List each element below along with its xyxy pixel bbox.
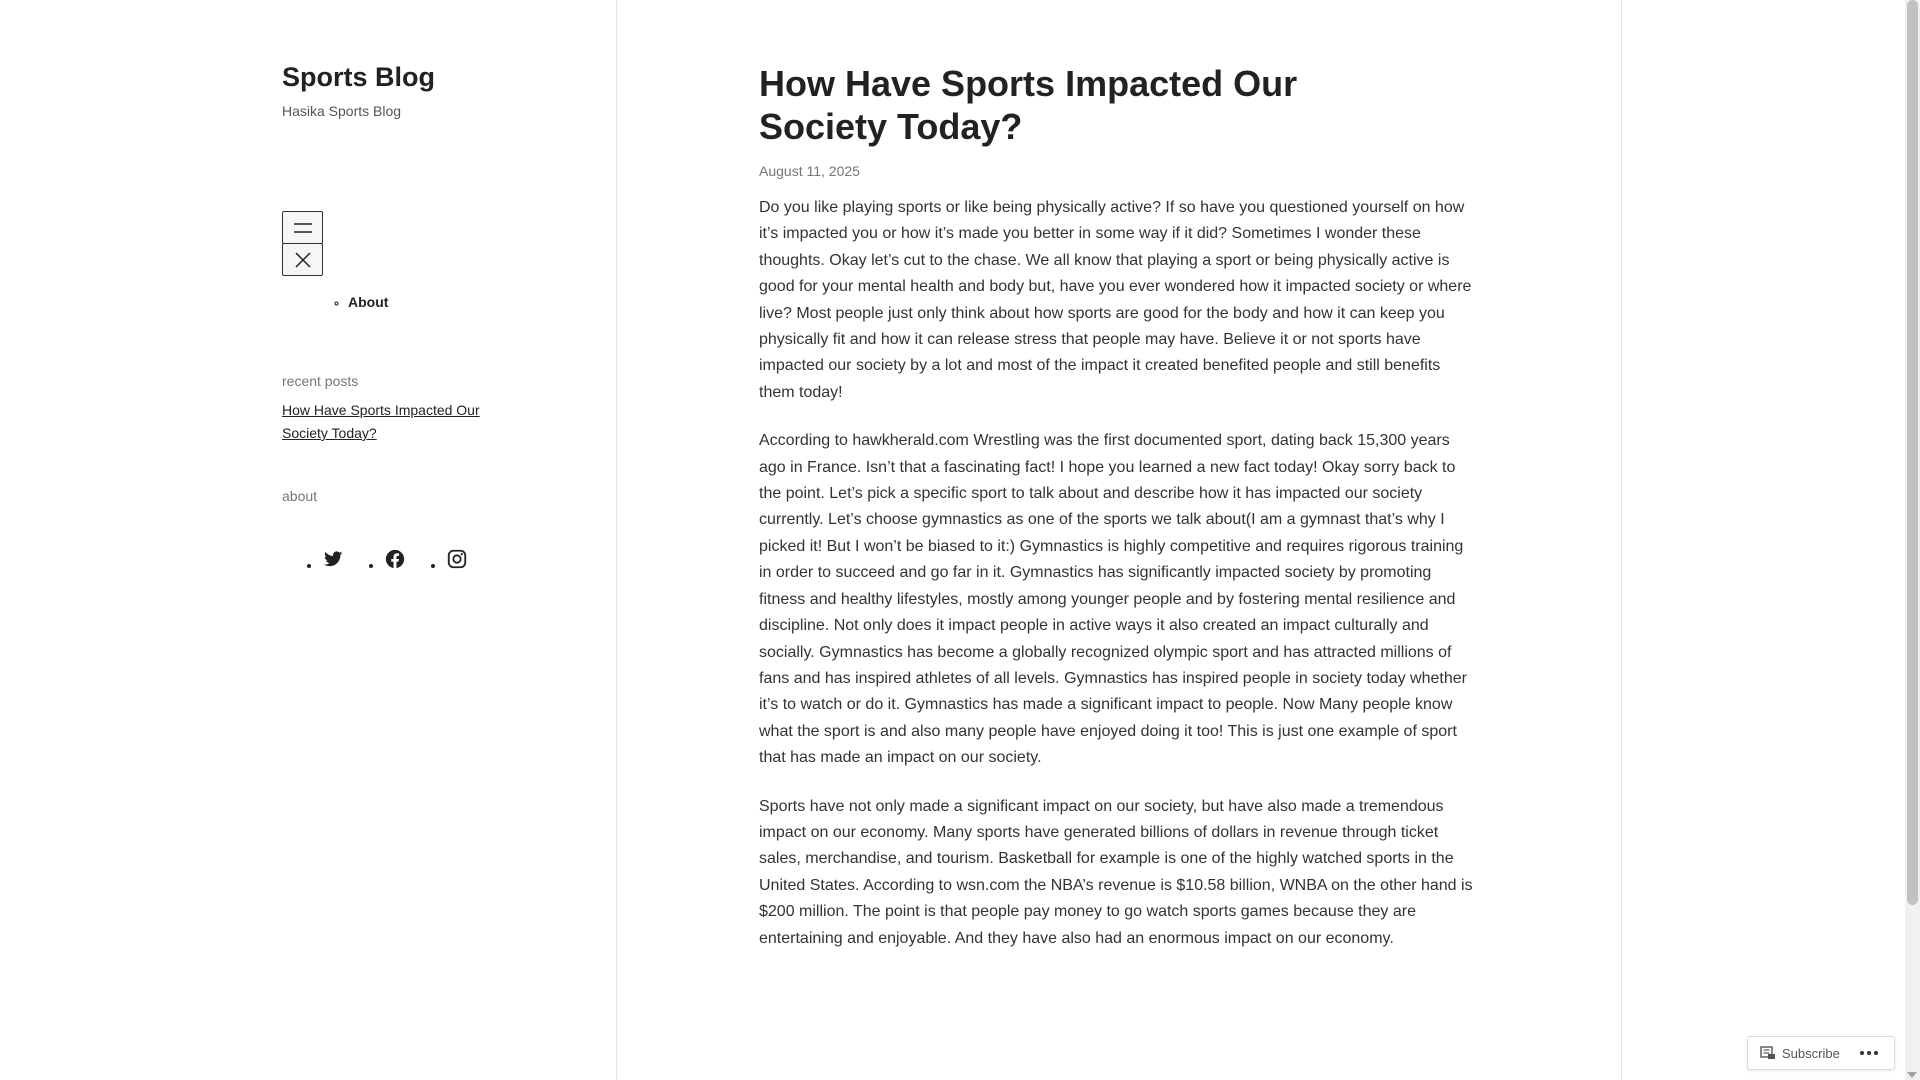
recent-posts-title: recent posts [282, 373, 359, 389]
post-date[interactable]: August 11, 2025 [759, 163, 860, 179]
list-bullet [307, 564, 311, 568]
instagram-icon[interactable] [446, 548, 468, 570]
social-links [282, 548, 468, 570]
navigation-menu [348, 294, 388, 310]
sidebar [0, 0, 617, 1080]
site-title[interactable]: Sports Blog [282, 62, 435, 92]
scroll-down-arrow-icon[interactable] [1907, 1072, 1917, 1078]
menu-open-button[interactable] [282, 211, 323, 244]
list-bullet [431, 564, 435, 568]
post-paragraph: According to hawkherald.com Wrestling was the first documented sport, dating back 15,300 years ago in France. Isn’t that a fascinating fact! I hope you learned a new fact today! Okay sorry back to the point. Let’s pick a specific sport to talk about and describe how it has impacted our society currently. Let’s choose gymnastics as one of the sports we talk about(I am a gymnast that’s why I picked it! But I won’t be biased to it:) Gymnastics is highly competitive and requires rigorous training in order to succeed and go far in it. Gymnastics has significantly impacted society by promoting fitness and healthy lifestyles, mostly among younger people and by fostering mental resilience and discipline. Not only does it impact people in active ways it also created an impact culturally and socially. Gymnastics has become a globally recognized olympic sport and has attracted millions of fans and has inspired athletes of all levels. Gymnastics has inspired people in society today whether it’s to watch or do it. Gymnastics has made a significant impact to people. Now Many people know what the sport is and also many people have enjoyed doing it too! This is just one example of sport that has made an impact on our society. [759, 432, 1467, 767]
content-divider [1621, 0, 1622, 1080]
about-widget-title: about [282, 488, 318, 504]
subscribe-bar [1747, 1036, 1895, 1070]
nav-item-about[interactable]: ◦ About [348, 294, 388, 310]
list-bullet [369, 564, 373, 568]
facebook-icon[interactable] [384, 548, 406, 570]
twitter-icon[interactable] [322, 548, 344, 570]
recent-post-link[interactable]: How Have Sports Impacted Our Society Today? [282, 402, 480, 441]
post-body [759, 195, 1476, 952]
scrollbar[interactable] [1905, 0, 1920, 1080]
reader-icon [1760, 1046, 1776, 1060]
scrollbar-thumb[interactable] [1907, 0, 1918, 905]
post [759, 62, 1476, 974]
subscribe-button[interactable] [1760, 1046, 1840, 1061]
more-icon[interactable] [1860, 1051, 1878, 1055]
subscribe-label: Subscribe [1782, 1045, 1840, 1061]
menu-icon [292, 221, 314, 235]
post-paragraph: Do you like playing sports or like being physically active? If so have you questioned yourself on how it’s impacted you or how it’s made you better in some way if it did? Sometimes I wonder these thoughts. Okay let’s cut to the chase. We all know that playing a sport or being physically active is good for your mental health and body but, have you ever wondered how it impacted society or where live? Most people just only think about how sports are good for the body and how it can keep you physically fit and how it can release stress that people may have. Believe it or not sports have impacted our society by a lot and most of the impact it created benefited people and still benefits them today! [759, 199, 1472, 401]
site-description: Hasika Sports Blog [282, 103, 402, 119]
close-icon [294, 251, 312, 269]
menu-close-button[interactable] [282, 243, 323, 276]
post-paragraph: Sports have not only made a significant impact on our society, but have also made a tremendous impact on our economy. Many sports have generated billions of dollars in revenue through ticket sales, merchandise, and tourism. Basketball for example is one of the highly watched sports in the United States. According to wsn.com the NBA’s revenue is $10.58 billion, WNBA on the other hand is $200 million. The point is that people pay money to go watch sports games because they are entertaining and enjoyable. And they have also had an enormous impact on our economy. [759, 797, 1473, 947]
post-title: How Have Sports Impacted Our Society Today? [759, 63, 1298, 147]
